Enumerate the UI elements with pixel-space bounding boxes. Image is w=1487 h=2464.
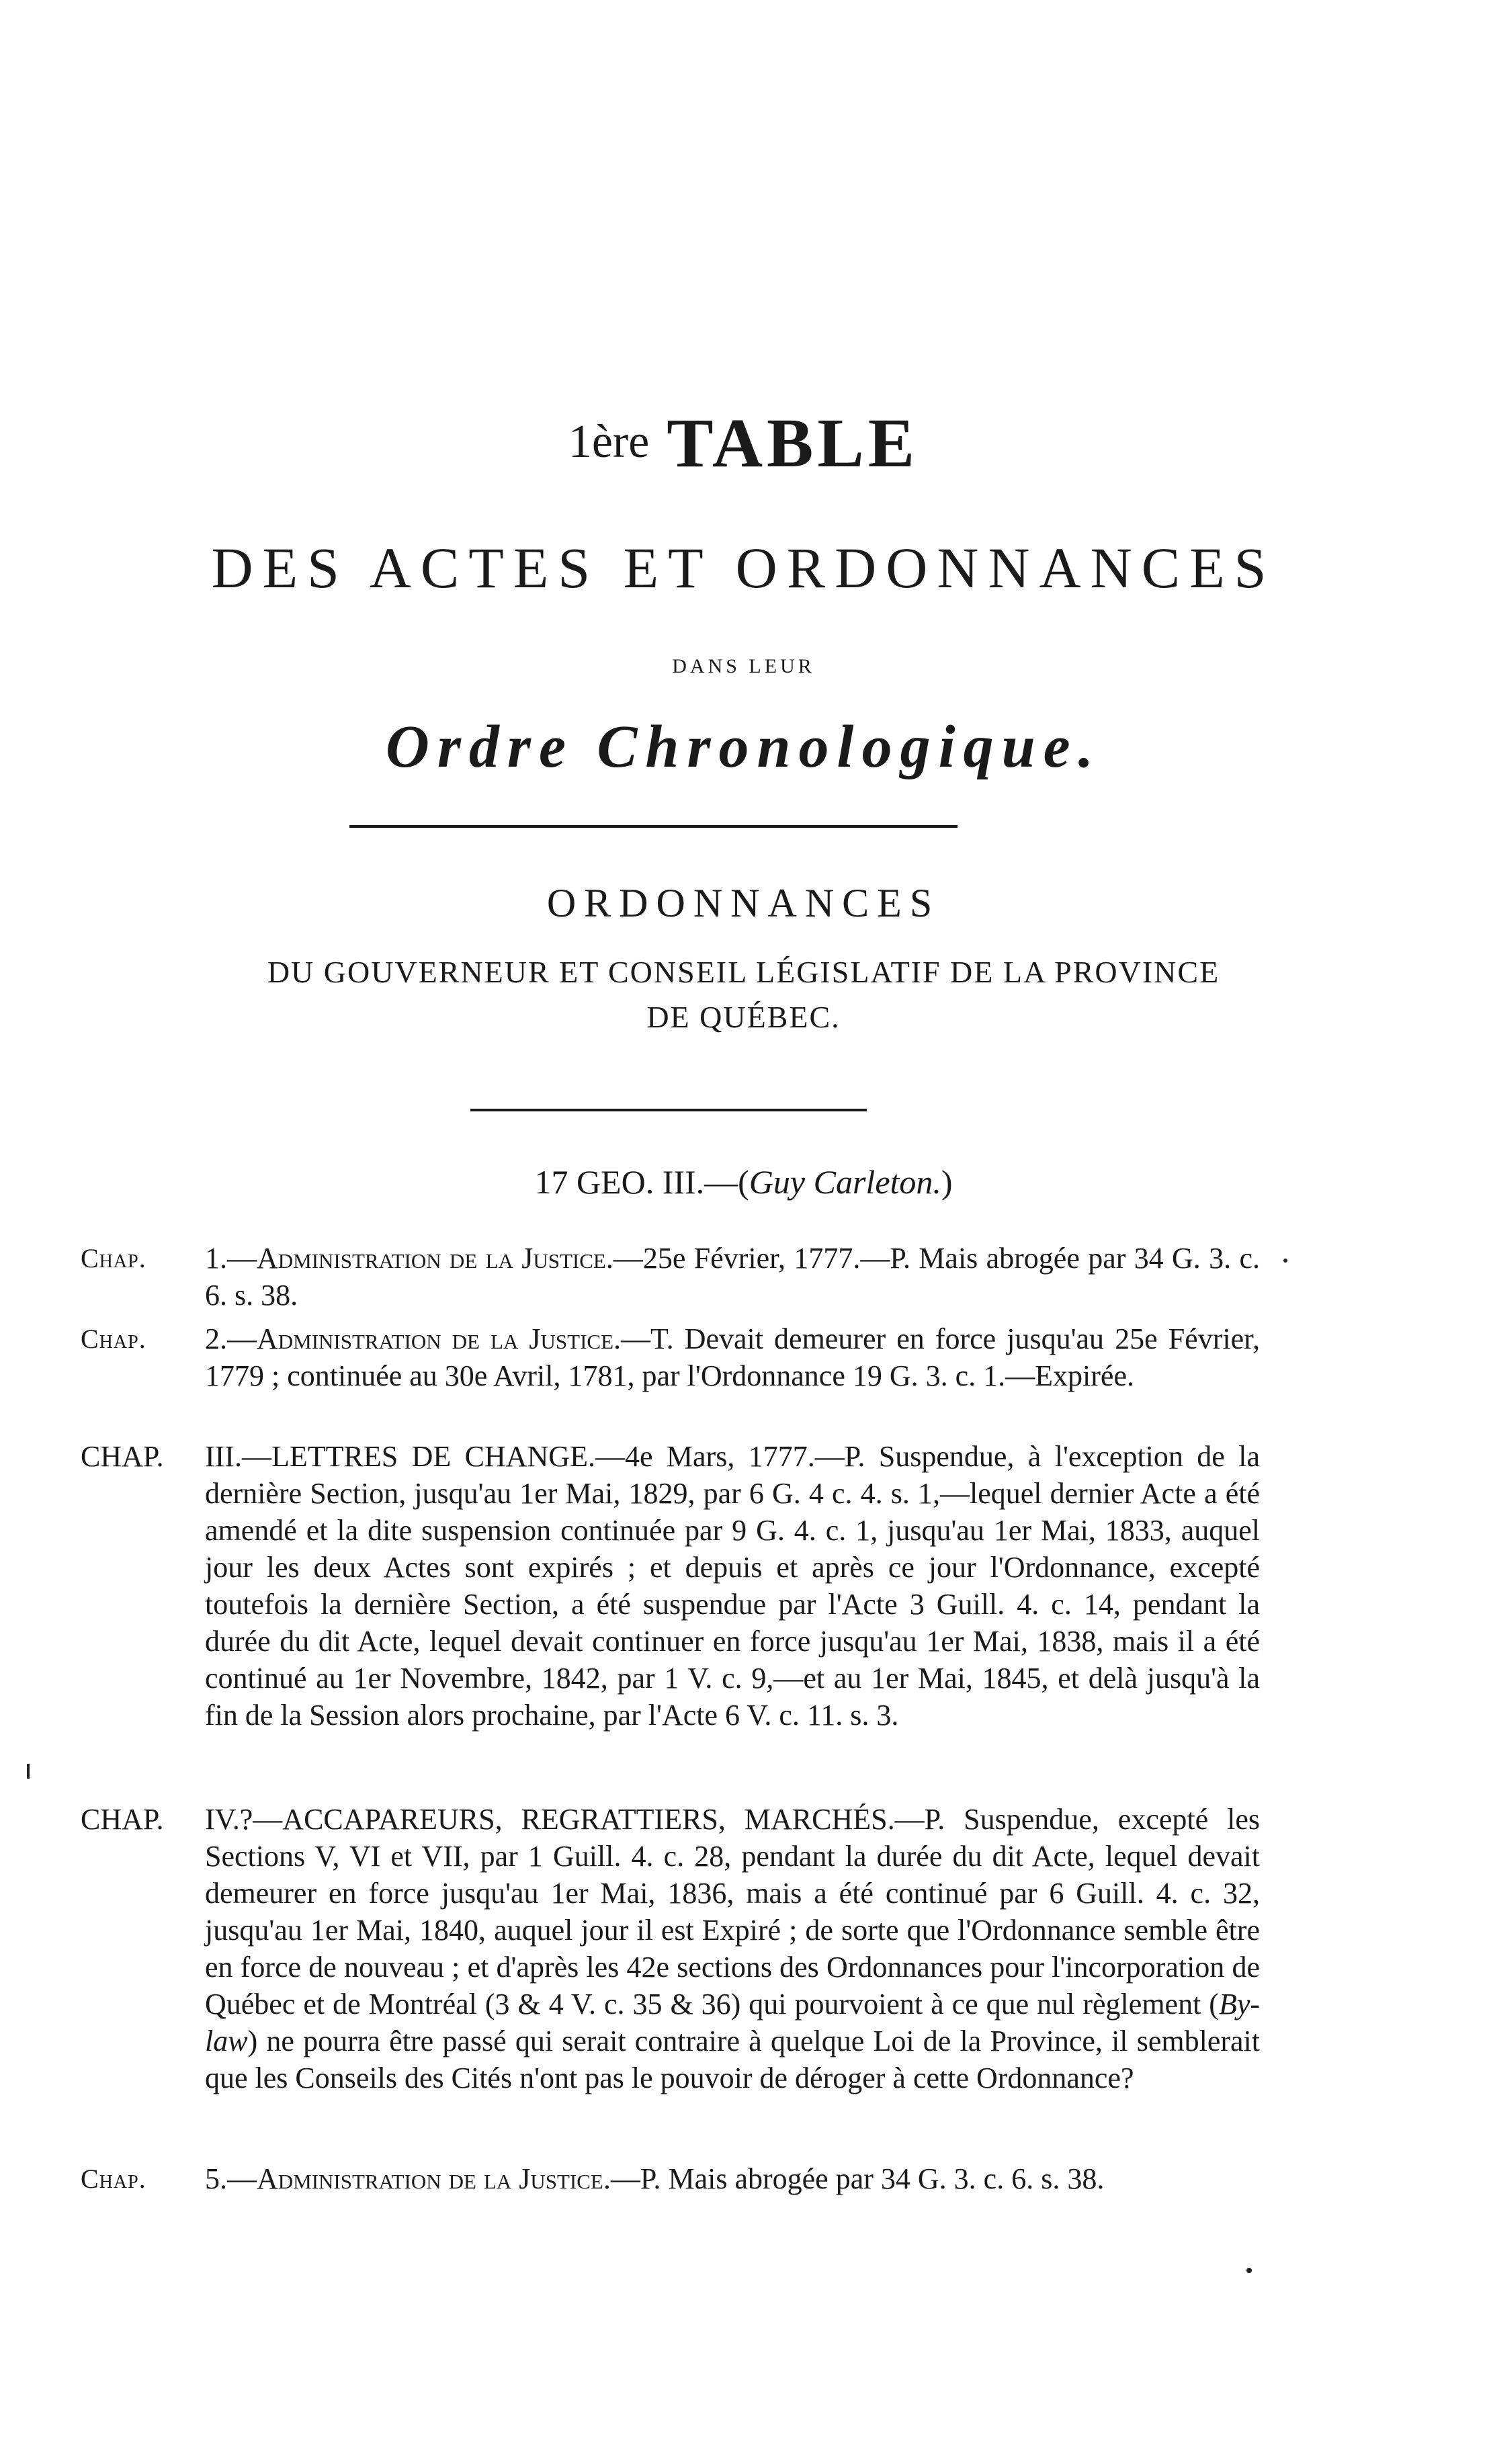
title-small-line: DANS LEUR [672,655,815,677]
entry-subject: LETTRES DE CHANGE. [271,1440,595,1473]
chap-label: Chap. [81,2164,146,2194]
entry-subject: Administration de la Justice. [257,1242,613,1275]
section-heading: ORDONNANCES [546,881,941,925]
divider-rule-bottom [470,1109,867,1111]
section-line-1: DU GOUVERNEUR ET CONSEIL LÉGISLATIF DE LA PROVINCE [267,955,1220,989]
chap-number: 2.— [205,1322,257,1355]
entry-text: —4e Mars, 1777.—P. Suspendue, à l'exception de la dernière Section, jusqu'au 1er Mai, 1829, par 6 G. 4 c. 4. s. 1,—lequel dernier Acte a été amendé et la dite suspension continuée par 9 G. 4. c. 1, jusqu'au 1er Mai, 1833, auquel jour les deux Actes sont expirés ; et depuis et après ce jour l'Ordonnance, excepté toutefois la dernière Section, a été suspendue par l'Acte 3 Guill. 4. c. 14, pendant la durée du dit Acte, lequel devait continuer en force jusqu'au 1er Mai, 1838, mais il a été continué au 1er Novembre, 1842, par 1 V. c. 9,—et au 1er Mai, 1845, et delà jusqu'à la fin de la Session alors prochaine, par l'Acte 6 V. c. 11. s. 3. [205,1440,1260,1732]
reign-governor: Guy Carleton. [749,1163,941,1201]
entry-text-italic: By-law [205,1988,1260,2057]
chap-label: CHAP. [81,1440,164,1473]
entry-body [205,2160,1260,2197]
title-ordinal: 1ère [568,416,650,468]
divider-rule-top [349,825,958,828]
title-main: TABLE [667,405,919,482]
chap-number: III.— [205,1440,271,1473]
entry-subject: ACCAPAREURS, REGRATTIERS, MARCHÉS. [282,1803,895,1836]
reign-close: ) [941,1163,953,1201]
margin-mark [27,1764,30,1779]
print-speck [1246,2268,1252,2273]
entry-subject: Administration de la Justice. [257,1322,622,1355]
title-gothic-line: Ordre Chronologique. [385,714,1102,780]
title-subtitle: DES ACTES ET ORDONNANCES [211,536,1276,600]
reign-text: 17 GEO. III.—( [534,1163,749,1201]
page-title [0,403,1487,483]
chap-label: Chap. [81,1243,146,1273]
entry-text: —P. Mais abrogée par 34 G. 3. c. 6. s. 38. [610,2162,1105,2195]
chap-label: Chap. [81,1324,146,1354]
section-line-2: DE QUÉBEC. [646,1000,841,1034]
entry-text: —25e Février, 1777.—P. Mais abrogée par 34 G. 3. c. 6. s. 38. [205,1242,1260,1312]
chap-number: IV.?— [205,1803,283,1836]
entry-body [205,1438,1260,1734]
entry-text: —P. Suspendue, excepté les Sections V, VI et VII, par 1 Guill. 4. c. 28, pendant la durée du dit Acte, lequel devait demeurer en force jusqu'au 1er Mai, 1836, mais a été continué par 6 Guill. 4. c. 32, jusqu'au 1er Mai, 1840, auquel jour il est Expiré ; de sorte que l'Ordonnance semble être en force de nouveau ; et d'après les 42e sections des Ordonnances pour l'incorporation de Québec et de Montréal (3 & 4 V. c. 35 & 36) qui pourvoient à ce que nul règlement ( [205,1803,1260,2021]
entry-subject: Administration de la Justice. [257,2162,611,2195]
chap-number: 1.— [205,1242,257,1275]
entry-body [205,1240,1260,1314]
chap-number: 5.— [205,2162,257,2195]
chap-label: CHAP. [81,1803,164,1836]
entry-body [205,1320,1260,1394]
entry-text-end: ) ne pourra être passé qui serait contraire à quelque Loi de la Province, il semblerait que les Conseils des Cités n'ont pas le pouvoir de déroger à cette Ordonnance? [205,2025,1260,2094]
print-speck [1283,1259,1287,1263]
entry-body [205,1801,1260,2096]
entry-text: —T. Devait demeurer en force jusqu'au 25e Février, 1779 ; continuée au 30e Avril, 1781, par l'Ordonnance 19 G. 3. c. 1.—Expirée. [205,1322,1260,1392]
reign-heading [0,1162,1487,1201]
